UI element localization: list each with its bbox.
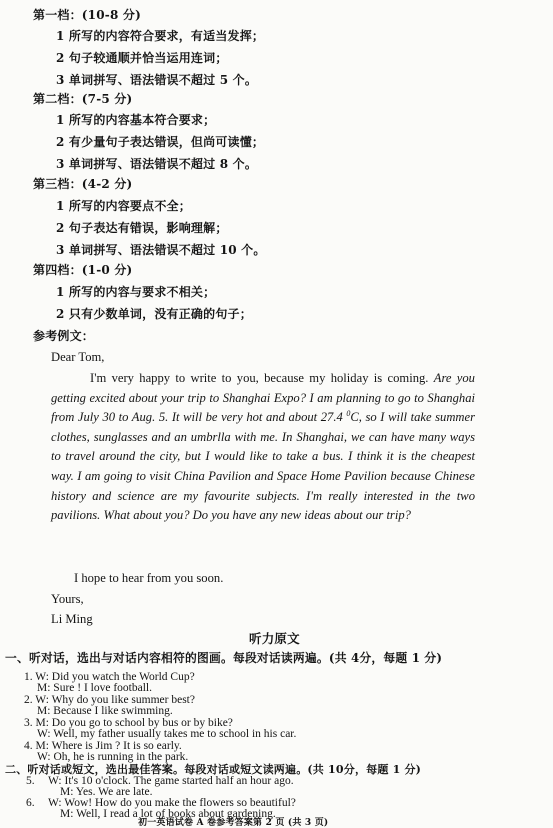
dlg-5-num: 5.	[26, 775, 35, 787]
grade-1-title: 第一档：(10-8 分)	[33, 8, 141, 22]
dlg-5-q: W: It's 10 o'clock. The game started half an hour ago.	[48, 775, 294, 787]
page-footer: 初一英语试卷 A 卷参考答案第 2 页 (共 3 页)	[138, 818, 329, 828]
letter-body-italic-2: C, so I will take summer clothes, sunglasses and an umbrlla with me. In Shanghai, we can have many ways to travel around the city, but I would like to take a bus. I think it is the cheapest way. I am going to visit China Pavilion and Space Home Pavilion because Chinese history and science are my favourite subjects. I'm really interested in the two pavilions. What about you? Do you have any new ideas about our trip?	[51, 410, 476, 523]
listening-title: 听力原文	[249, 631, 300, 646]
letter-greeting: Dear Tom,	[51, 350, 105, 364]
dlg-6-num: 6.	[26, 797, 35, 809]
section-2-heading: 二、听对话或短文，选出最佳答案。每段对话或短文读两遍。(共 10分，每题 1 分)	[5, 763, 422, 776]
listening-dialogues	[0, 672, 553, 828]
dlg-4-q: 4. M: Where is Jim ? It is so early.	[24, 740, 182, 752]
letter-closing-line: I hope to hear from you soon.	[74, 571, 224, 585]
dlg-6-q: W: Wow! How do you make the flowers so beautiful?	[48, 797, 296, 809]
degree-superscript: 0	[346, 409, 351, 418]
grade-1-item-2: 2 句子较通顺并恰当运用连词；	[56, 51, 228, 65]
grade-2-item-1: 1 所写的内容基本符合要求；	[56, 113, 216, 127]
grade-3-item-1: 1 所写的内容要点不全；	[56, 199, 191, 213]
grade-1-item-1: 1 所写的内容符合要求，有适当发挥；	[56, 29, 265, 43]
grade-4-title: 第四档：(1-0 分)	[33, 263, 133, 277]
grade-3-item-3: 3 单词拼写、语法错误不超过 10 个。	[56, 243, 266, 257]
dlg-1-q: 1. W: Did you watch the World Cup?	[24, 671, 195, 683]
letter-signoff: Yours,	[51, 592, 84, 606]
sample-heading: 参考例文：	[33, 329, 95, 343]
dlg-2-a: M: Because I like swimming.	[37, 705, 173, 717]
dlg-2-q: 2. W: Why do you like summer best?	[24, 694, 195, 706]
grade-2-title: 第二档：(7-5 分)	[33, 92, 133, 106]
dlg-6-a: M: Well, I read a lot of books about gardening.	[60, 808, 276, 820]
grade-3-title: 第三档：(4-2 分)	[33, 177, 133, 191]
grade-2-item-2: 2 有少量句子表达错误，但尚可读懂；	[56, 135, 265, 149]
letter-body-plain: I'm very happy to write to you, because my holiday is coming.	[90, 371, 434, 385]
dlg-3-q: 3. M: Do you go to school by bus or by bike?	[24, 717, 233, 729]
dlg-1-a: M: Sure ! I love football.	[37, 682, 152, 694]
grade-3-item-2: 2 句子表达有错误，影响理解；	[56, 221, 228, 235]
dlg-4-a: W: Oh, he is running in the park.	[37, 751, 189, 763]
letter-signature: Li Ming	[51, 612, 93, 626]
grade-1-item-3: 3 单词拼写、语法错误不超过 5 个。	[56, 73, 258, 87]
grade-4-item-1: 1 所写的内容与要求不相关；	[56, 285, 216, 299]
grade-4-item-2: 2 只有少数单词，没有正确的句子；	[56, 307, 252, 321]
dlg-5-a: M: Yes. We are late.	[60, 786, 153, 798]
dlg-3-a: W: Well, my father usually takes me to school in his car.	[37, 728, 297, 740]
letter-body-italic-1: Are you getting excited about your trip to Shanghai Expo? I am planning to go to Shanghai from July 30 to Aug. 5. It will be very hot and about 27.4	[51, 371, 475, 425]
grade-2-item-3: 3 单词拼写、语法错误不超过 8 个。	[56, 157, 258, 171]
section-1-heading: 一、听对话，选出与对话内容相符的图画。每段对话读两遍。(共 4分，每题 1 分)	[5, 651, 443, 665]
